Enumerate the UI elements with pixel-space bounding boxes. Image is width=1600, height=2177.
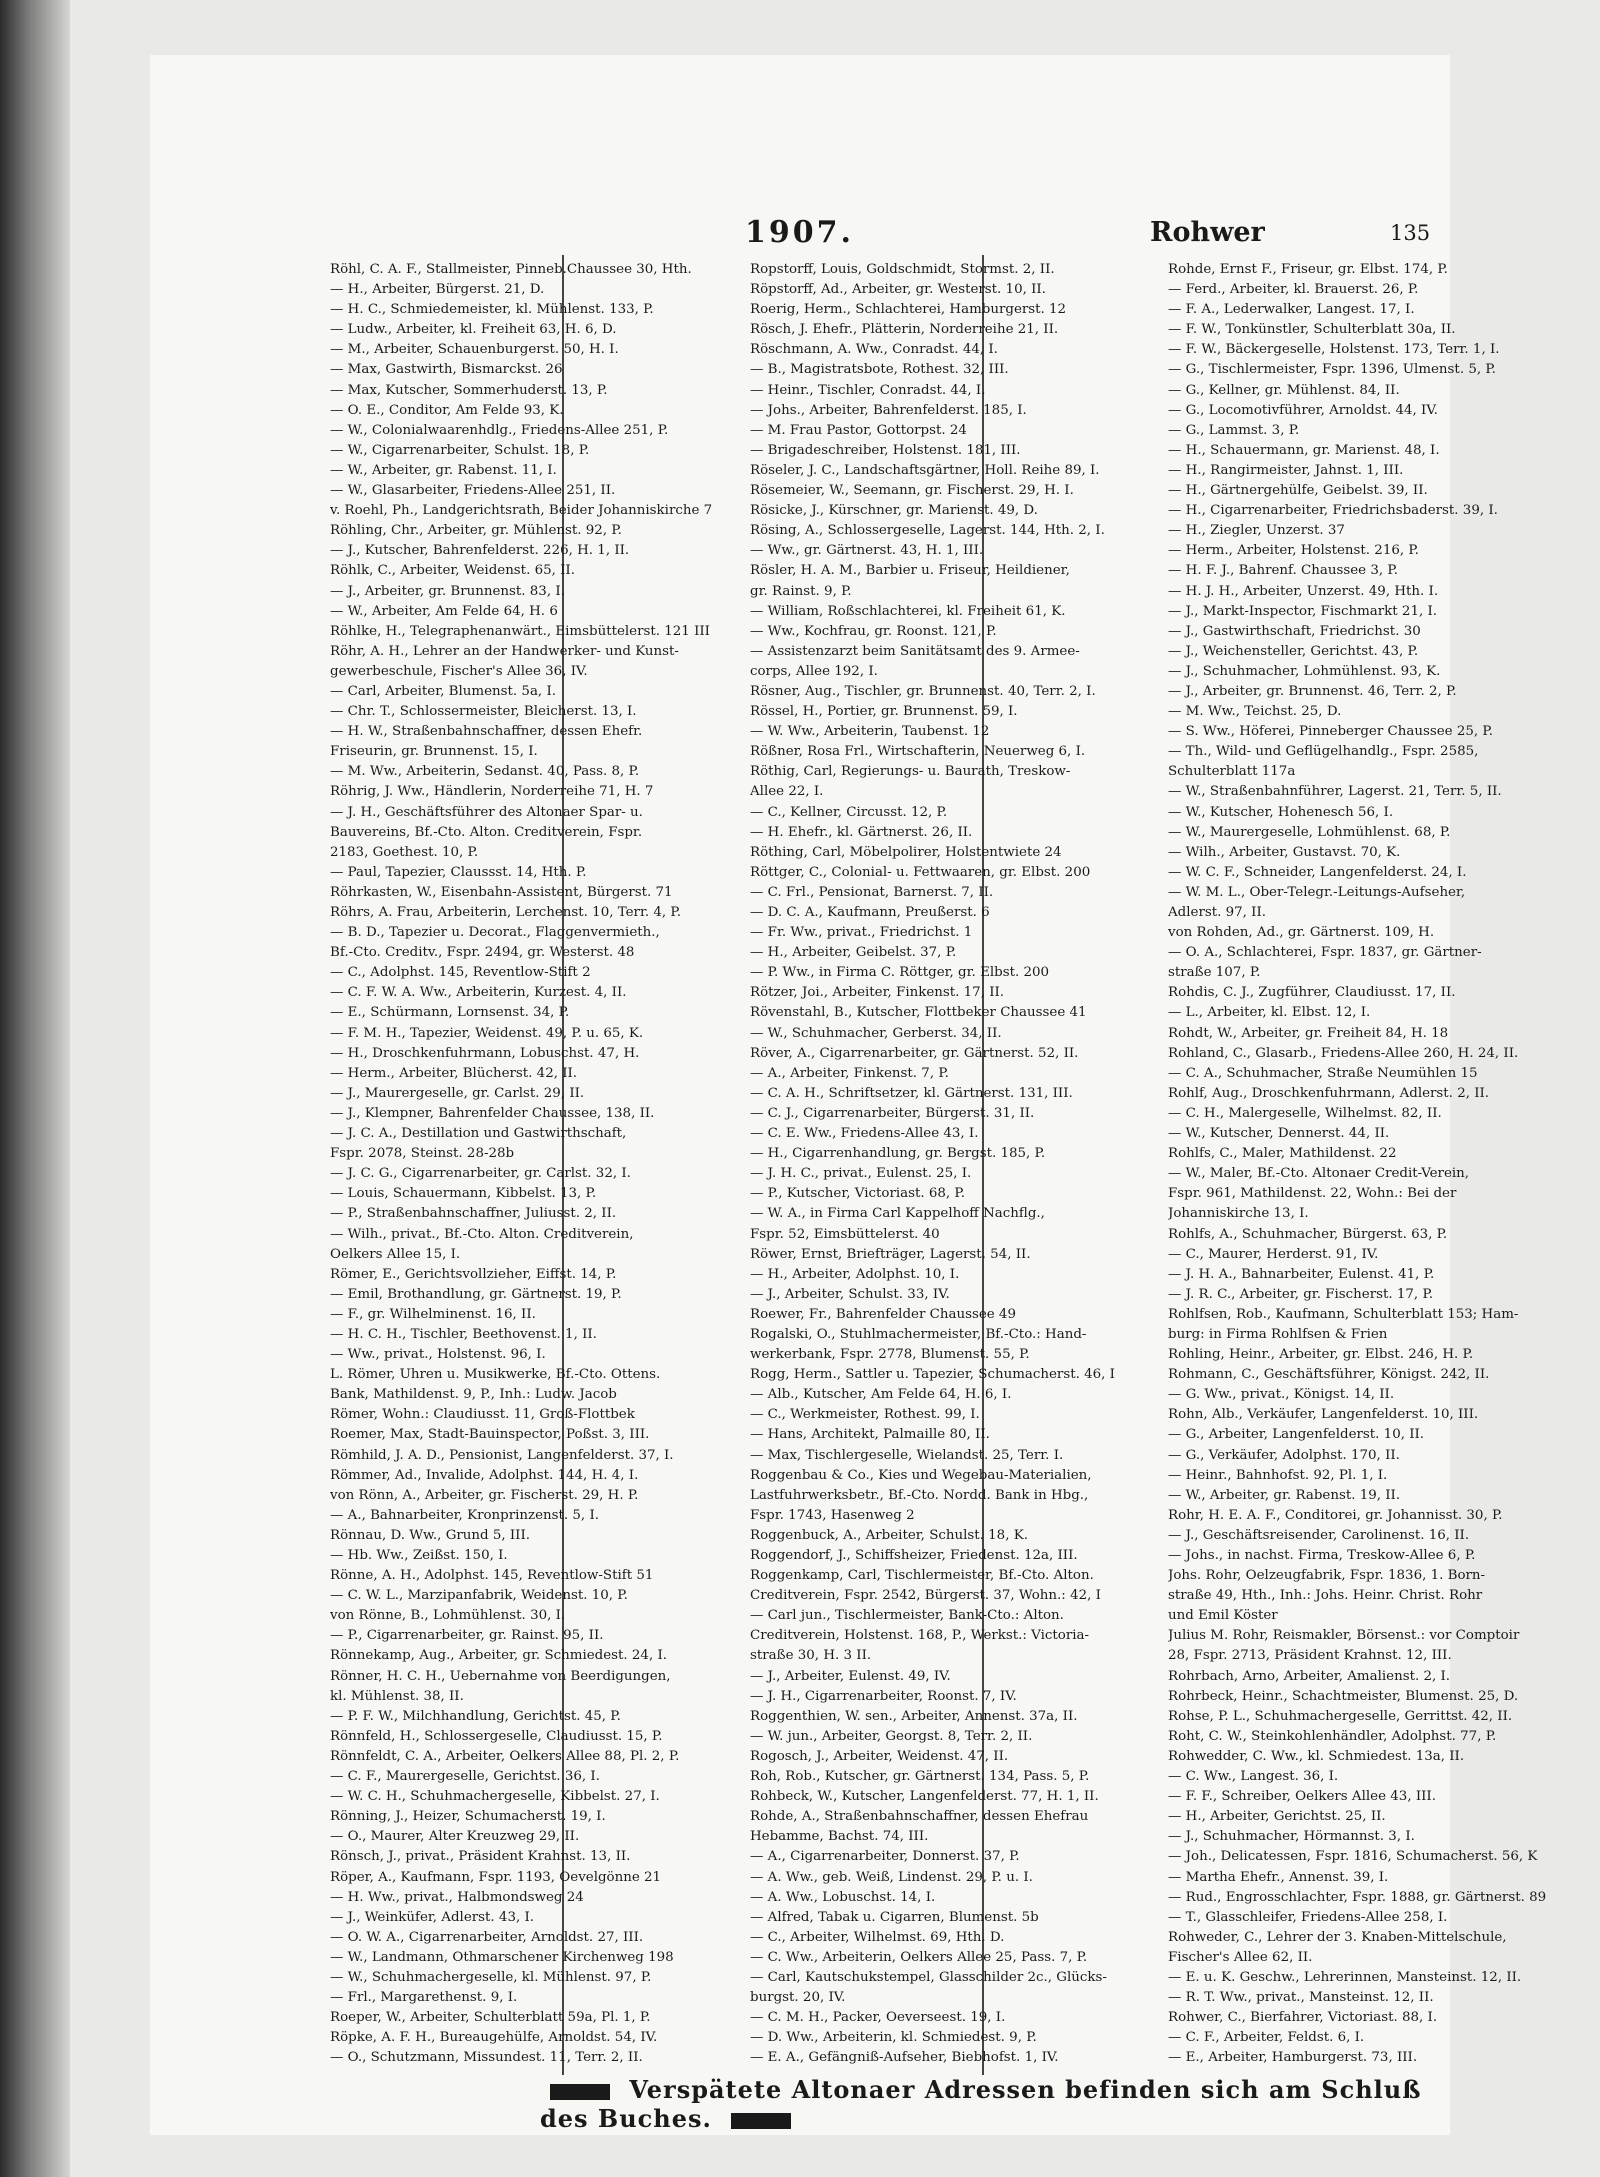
directory-entry: — W. C. H., Schuhmachergeselle, Kibbelst. 27, I.: [330, 1789, 660, 1805]
directory-entry: — C. F. W. A. Ww., Arbeiterin, Kurzest. 4, II.: [330, 985, 627, 1001]
directory-entry: Rössel, H., Portier, gr. Brunnenst. 59, I.: [750, 704, 1018, 720]
directory-entry: Roewer, Fr., Bahrenfelder Chaussee 49: [750, 1306, 1016, 1322]
directory-entry: Rohr, H. E. A. F., Conditorei, gr. Johannisst. 30, P.: [1168, 1507, 1503, 1523]
directory-entry: — W., Arbeiter, Am Felde 64, H. 6: [330, 603, 558, 619]
directory-entry: — W. A., in Firma Carl Kappelhoff Nachflg.,: [750, 1206, 1045, 1222]
directory-entry: Rohwer, C., Bierfahrer, Victoriast. 88, I.: [1168, 2010, 1438, 2026]
directory-entry: — Max, Gastwirth, Bismarckst. 26: [330, 362, 563, 378]
directory-entry: L. Römer, Uhren u. Musikwerke, Bf.-Cto. Ottens.: [330, 1367, 661, 1383]
directory-entry: Rohrbach, Arno, Arbeiter, Amalienst. 2, I.: [1168, 1668, 1451, 1684]
directory-entry: Lastfuhrwerksbetr., Bf.-Cto. Nordd. Bank in Hbg.,: [750, 1487, 1089, 1503]
directory-entry: Roh, Rob., Kutscher, gr. Gärtnerst. 134, Pass. 5, P.: [750, 1769, 1090, 1785]
directory-entry: Roggendorf, J., Schiffsheizer, Friedenst. 12a, III.: [750, 1548, 1078, 1563]
directory-entry: von Rohden, Ad., gr. Gärtnerst. 109, H.: [1168, 925, 1435, 941]
directory-entry: — M., Arbeiter, Schauenburgerst. 50, H. I.: [330, 342, 619, 358]
directory-entry: — Alfred, Tabak u. Cigarren, Blumenst. 5b: [750, 1909, 1039, 1925]
directory-entry: — G., Locomotivführer, Arnoldst. 44, IV.: [1168, 402, 1438, 418]
directory-entry: Rohweder, C., Lehrer der 3. Knaben-Mittelschule,: [1168, 1929, 1507, 1945]
directory-entry: — C. E. Ww., Friedens-Allee 43, I.: [750, 1126, 979, 1142]
running-head: Rohwer: [1150, 217, 1265, 248]
directory-entry: Röhrs, A. Frau, Arbeiterin, Lerchenst. 10, Terr. 4, P.: [330, 905, 681, 920]
directory-entry: — D. C. A., Kaufmann, Preußerst. 6: [750, 905, 990, 920]
directory-entry: — Ww., gr. Gärtnerst. 43, H. 1, III.: [750, 543, 984, 559]
directory-entry: 28, Fspr. 2713, Präsident Krahnst. 12, III.: [1168, 1648, 1452, 1664]
directory-entry: — H. Ww., privat., Halbmondsweg 24: [330, 1889, 584, 1905]
directory-entry: — A. Ww., Lobuschst. 14, I.: [750, 1889, 936, 1905]
directory-entry: — G., Lammst. 3, P.: [1168, 422, 1300, 438]
directory-entry: — Wilh., privat., Bf.-Cto. Alton. Creditverein,: [330, 1226, 634, 1242]
directory-entry: — Alb., Kutscher, Am Felde 64, H. 6, I.: [750, 1387, 1012, 1403]
directory-entry: — E. u. K. Geschw., Lehrerinnen, Mansteinst. 12, II.: [1168, 1969, 1522, 1985]
directory-entry: — W., Cigarrenarbeiter, Schulst. 18, P.: [330, 442, 590, 458]
directory-entry: — J., Gastwirthschaft, Friedrichst. 30: [1168, 623, 1421, 639]
directory-column-3: [1168, 260, 1568, 2068]
directory-entry: — C. Frl., Pensionat, Barnerst. 7, II.: [750, 884, 994, 900]
directory-entry: — C. M. H., Packer, Oeverseest. 19, I.: [750, 2010, 1006, 2026]
directory-entry: Johs. Rohr, Oelzeugfabrik, Fspr. 1836, 1. Born-: [1168, 1568, 1486, 1584]
footer-notice-text: Verspätete Altonaer Adressen befinden sich am Schluß des Buches.: [540, 2075, 1422, 2133]
directory-entry: — W., Colonialwaarenhdlg., Friedens-Allee 251, P.: [330, 422, 669, 438]
directory-entry: — W., Kutscher, Hohenesch 56, I.: [1168, 804, 1394, 820]
directory-entry: Röhr, A. H., Lehrer an der Handwerker- und Kunst-: [330, 643, 679, 659]
directory-entry: Römmer, Ad., Invalide, Adolphst. 144, H. 4, I.: [330, 1467, 639, 1483]
directory-entry: — E., Arbeiter, Hamburgerst. 73, III.: [1168, 2050, 1418, 2066]
page-header: [150, 215, 1450, 255]
directory-entry: — C. Ww., Arbeiterin, Oelkers Allee 25, Pass. 7, P.: [750, 1949, 1088, 1965]
directory-entry: von Rönn, A., Arbeiter, gr. Fischerst. 29, H. P.: [330, 1487, 639, 1503]
directory-entry: — B. D., Tapezier u. Decorat., Flaggenvermieth.,: [330, 925, 660, 941]
directory-entry: — P., Cigarrenarbeiter, gr. Rainst. 95, II.: [330, 1628, 604, 1644]
directory-entry: Friseurin, gr. Brunnenst. 15, I.: [330, 744, 538, 760]
pointing-hand-icon: [731, 2113, 791, 2129]
directory-entry: Rohlfsen, Rob., Kaufmann, Schulterblatt 153; Ham-: [1168, 1306, 1519, 1322]
directory-entry: — Rud., Engrosschlachter, Fspr. 1888, gr. Gärtnerst. 89: [1168, 1889, 1547, 1905]
directory-entry: gr. Rainst. 9, P.: [750, 583, 852, 599]
directory-entry: v. Roehl, Ph., Landgerichtsrath, Beider Johanniskirche 7: [330, 503, 713, 519]
directory-entry: — Johs., Arbeiter, Bahrenfelderst. 185, I.: [750, 402, 1027, 418]
directory-entry: — C. F., Maurergeselle, Gerichtst. 36, I.: [330, 1769, 600, 1785]
directory-entry: — J. C. G., Cigarrenarbeiter, gr. Carlst. 32, I.: [330, 1166, 631, 1182]
directory-entry: Rösing, A., Schlossergeselle, Lagerst. 144, Hth. 2, I.: [750, 523, 1105, 539]
directory-entry: straße 30, H. 3 II.: [750, 1648, 872, 1664]
directory-entry: Allee 22, I.: [750, 784, 824, 800]
directory-entry: — R. T. Ww., privat., Mansteinst. 12, II.: [1168, 1990, 1434, 2006]
directory-entry: Adlerst. 97, II.: [1168, 905, 1267, 920]
directory-entry: Rösch, J. Ehefr., Plätterin, Norderreihe 21, II.: [750, 322, 1059, 338]
directory-entry: Fischer's Allee 62, II.: [1168, 1949, 1313, 1965]
directory-entry: — C., Maurer, Herderst. 91, IV.: [1168, 1246, 1379, 1262]
directory-entry: — Heinr., Tischler, Conradst. 44, I.: [750, 382, 986, 398]
directory-entry: — A., Cigarrenarbeiter, Donnerst. 37, P.: [750, 1849, 1020, 1865]
directory-entry: corps, Allee 192, I.: [750, 663, 878, 679]
directory-entry: Röwer, Ernst, Briefträger, Lagerst. 54, II.: [750, 1246, 1031, 1262]
directory-entry: burg: in Firma Rohlfsen & Frien: [1168, 1326, 1388, 1342]
directory-entry: Röhlke, H., Telegraphenanwärt., Eimsbüttelerst. 121 III: [330, 623, 710, 639]
directory-entry: Johanniskirche 13, I.: [1168, 1206, 1309, 1222]
directory-entry: gewerbeschule, Fischer's Allee 36, IV.: [330, 663, 588, 679]
directory-entry: — E. A., Gefängniß-Aufseher, Biebhofst. 1, IV.: [750, 2050, 1059, 2066]
directory-entry: Rogalski, O., Stuhlmachermeister, Bf.-Cto.: Hand-: [750, 1326, 1087, 1342]
directory-entry: — H. C., Schmiedemeister, kl. Mühlenst. 133, P.: [330, 302, 654, 318]
directory-entry: — Carl, Arbeiter, Blumenst. 5a, I.: [330, 683, 556, 699]
directory-entry: — Carl jun., Tischlermeister, Bank-Cto.: Alton.: [750, 1608, 1064, 1624]
directory-entry: — H. Ehefr., kl. Gärtnerst. 26, II.: [750, 824, 973, 840]
directory-entry: — Brigadeschreiber, Holstenst. 181, III.: [750, 442, 1021, 458]
directory-entry: — Emil, Brothandlung, gr. Gärtnerst. 19, P.: [330, 1286, 622, 1302]
directory-entry: Rönsch, J., privat., Präsident Krahnst. 13, II.: [330, 1849, 631, 1865]
directory-entry: Hebamme, Bachst. 74, III.: [750, 1829, 929, 1845]
directory-entry: — J., Schuhmacher, Hörmannst. 3, I.: [1168, 1829, 1415, 1845]
directory-entry: — J. H. A., Bahnarbeiter, Eulenst. 41, P.: [1168, 1266, 1435, 1282]
directory-entry: Rogg, Herm., Sattler u. Tapezier, Schumacherst. 46, I: [750, 1367, 1115, 1383]
directory-entry: Ropstorff, Louis, Goldschmidt, Stormst. 2, II.: [750, 262, 1055, 277]
directory-entry: — A., Arbeiter, Finkenst. 7, P.: [750, 1065, 949, 1081]
directory-entry: — L., Arbeiter, kl. Elbst. 12, I.: [1168, 1005, 1371, 1021]
directory-entry: — W., Schuhmachergeselle, kl. Mühlenst. 97, P.: [330, 1969, 652, 1985]
directory-entry: Bank, Mathildenst. 9, P., Inh.: Ludw. Jacob: [330, 1387, 617, 1403]
directory-entry: — H., Arbeiter, Adolphst. 10, I.: [750, 1266, 960, 1282]
directory-entry: — A. Ww., geb. Weiß, Lindenst. 29, P. u. I.: [750, 1869, 1033, 1885]
directory-entry: — F. M. H., Tapezier, Weidenst. 49, P. u. 65, K.: [330, 1025, 644, 1041]
directory-entry: — J., Geschäftsreisender, Carolinenst. 16, II.: [1168, 1527, 1470, 1543]
directory-entry: — C., Kellner, Circusst. 12, P.: [750, 804, 948, 820]
directory-entry: — M. Frau Pastor, Gottorpst. 24: [750, 422, 967, 438]
directory-entry: — C. Ww., Langest. 36, I.: [1168, 1769, 1339, 1785]
directory-entry: Rohland, C., Glasarb., Friedens-Allee 260, H. 24, II.: [1168, 1045, 1519, 1061]
directory-entry: — C. J., Cigarrenarbeiter, Bürgerst. 31, II.: [750, 1105, 1035, 1121]
directory-entry: Röthig, Carl, Regierungs- u. Baurath, Treskow-: [750, 764, 1071, 780]
directory-entry: Fspr. 2078, Steinst. 28-28b: [330, 1146, 515, 1162]
directory-entry: Röpstorff, Ad., Arbeiter, gr. Westerst. 10, II.: [750, 282, 1046, 298]
directory-entry: — J. H., Geschäftsführer des Altonaer Spar- u.: [330, 804, 643, 820]
directory-entry: — W., Arbeiter, gr. Rabenst. 19, II.: [1168, 1487, 1401, 1503]
directory-entry: — J., Maurergeselle, gr. Carlst. 29, II.: [330, 1085, 585, 1101]
directory-entry: — Carl, Kautschukstempel, Glasschilder 2c., Glücks-: [750, 1969, 1107, 1985]
directory-entry: werkerbank, Fspr. 2778, Blumenst. 55, P.: [750, 1347, 1030, 1363]
directory-entry: — H. C. H., Tischler, Beethovenst. 1, II.: [330, 1326, 597, 1342]
directory-entry: — C. A. H., Schriftsetzer, kl. Gärtnerst. 131, III.: [750, 1085, 1073, 1101]
directory-entry: — W., Landmann, Othmarschener Kirchenweg 198: [330, 1949, 674, 1965]
directory-entry: — Ferd., Arbeiter, kl. Brauerst. 26, P.: [1168, 282, 1419, 298]
directory-entry: — W., Maurergeselle, Lohmühlenst. 68, P.: [1168, 824, 1451, 840]
directory-column-2: [750, 260, 1150, 2068]
directory-entry: Rohn, Alb., Verkäufer, Langenfelderst. 10, III.: [1168, 1407, 1479, 1423]
directory-entry: straße 49, Hth., Inh.: Johs. Heinr. Christ. Rohr: [1168, 1588, 1483, 1604]
directory-entry: — Louis, Schauermann, Kibbelst. 13, P.: [330, 1186, 597, 1202]
directory-entry: — J., Arbeiter, gr. Brunnenst. 46, Terr. 2, P.: [1168, 683, 1457, 699]
directory-entry: — Max, Kutscher, Sommerhuderst. 13, P.: [330, 382, 608, 398]
directory-entry: Rohling, Heinr., Arbeiter, gr. Elbst. 246, H. P.: [1168, 1347, 1474, 1363]
directory-entry: — Johs., in nachst. Firma, Treskow-Allee 6, P.: [1168, 1548, 1476, 1563]
directory-entry: Creditverein, Fspr. 2542, Bürgerst. 37, Wohn.: 42, I: [750, 1588, 1101, 1604]
directory-entry: — J. H., Cigarrenarbeiter, Roonst. 7, IV.: [750, 1688, 1017, 1704]
directory-entry: — Assistenzarzt beim Sanitätsamt des 9. Armee-: [750, 643, 1080, 659]
directory-entry: — B., Magistratsbote, Rothest. 32, III.: [750, 362, 1009, 378]
directory-entry: Rohbeck, W., Kutscher, Langenfelderst. 77, H. 1, II.: [750, 1789, 1099, 1805]
directory-entry: — J., Kutscher, Bahrenfelderst. 226, H. 1, II.: [330, 543, 630, 559]
directory-entry: — Ww., privat., Holstenst. 96, I.: [330, 1347, 546, 1363]
directory-entry: — William, Roßschlachterei, kl. Freiheit 61, K.: [750, 603, 1066, 619]
directory-entry: Röhlk, C., Arbeiter, Weidenst. 65, II.: [330, 563, 575, 579]
directory-entry: Rönne, A. H., Adolphst. 145, Reventlow-Stift 51: [330, 1568, 654, 1584]
directory-entry: Röver, A., Cigarrenarbeiter, gr. Gärtnerst. 52, II.: [750, 1045, 1079, 1061]
directory-entry: Rohmann, C., Geschäftsführer, Königst. 242, II.: [1168, 1367, 1490, 1383]
directory-entry: — H., Schauermann, gr. Marienst. 48, I.: [1168, 442, 1440, 458]
directory-entry: — P. Ww., in Firma C. Röttger, gr. Elbst. 200: [750, 965, 1050, 981]
directory-entry: — W., Glasarbeiter, Friedens-Allee 251, II.: [330, 483, 616, 499]
directory-entry: — J., Markt-Inspector, Fischmarkt 21, I.: [1168, 603, 1438, 619]
directory-entry: — M. Ww., Teichst. 25, D.: [1168, 704, 1342, 720]
directory-entry: Rönnau, D. Ww., Grund 5, III.: [330, 1527, 531, 1543]
directory-entry: Roemer, Max, Stadt-Bauinspector, Poßst. 3, III.: [330, 1427, 650, 1443]
directory-page: [150, 55, 1547, 2135]
directory-entry: — H., Arbeiter, Bürgerst. 21, D.: [330, 282, 545, 298]
directory-entry: — G., Arbeiter, Langenfelderst. 10, II.: [1168, 1427, 1425, 1443]
directory-entry: — G., Verkäufer, Adolphst. 170, II.: [1168, 1447, 1400, 1463]
directory-entry: — H., Rangirmeister, Jahnst. 1, III.: [1168, 462, 1404, 478]
directory-entry: Roeper, W., Arbeiter, Schulterblatt 59a, Pl. 1, P.: [330, 2010, 651, 2026]
page-number: 135: [1390, 221, 1431, 245]
directory-entry: Rohdt, W., Arbeiter, gr. Freiheit 84, H. 18: [1168, 1025, 1449, 1041]
directory-entry: burgst. 20, IV.: [750, 1990, 846, 2006]
directory-entry: — H., Ziegler, Unzerst. 37: [1168, 523, 1345, 539]
footer-notice: [540, 2075, 1450, 2133]
directory-entry: — Heinr., Bahnhofst. 92, Pl. 1, I.: [1168, 1467, 1388, 1483]
directory-entry: Röseler, J. C., Landschaftsgärtner, Holl. Reihe 89, I.: [750, 462, 1100, 478]
directory-entry: — Hb. Ww., Zeißst. 150, I.: [330, 1548, 508, 1563]
directory-entry: 2183, Goethest. 10, P.: [330, 844, 479, 860]
directory-entry: — G. Ww., privat., Königst. 14, II.: [1168, 1387, 1395, 1403]
directory-entry: Bf.-Cto. Creditv., Fspr. 2494, gr. Westerst. 48: [330, 945, 635, 961]
directory-entry: Röhrig, J. Ww., Händlerin, Norderreihe 71, H. 7: [330, 784, 654, 800]
directory-entry: Rohde, A., Straßenbahnschaffner, dessen Ehefrau: [750, 1809, 1089, 1825]
directory-entry: — Hans, Architekt, Palmaille 80, II.: [750, 1427, 990, 1443]
directory-entry: — H. W., Straßenbahnschaffner, dessen Ehefr.: [330, 724, 643, 740]
directory-column-1: [330, 260, 730, 2068]
directory-entry: — Ww., Kochfrau, gr. Roonst. 121, P.: [750, 623, 997, 639]
directory-entry: Römer, Wohn.: Claudiusst. 11, Groß-Flottbek: [330, 1407, 635, 1423]
directory-entry: Rönner, H. C. H., Uebernahme von Beerdigungen,: [330, 1668, 671, 1684]
directory-entry: — O. A., Schlachterei, Fspr. 1837, gr. Gärtner-: [1168, 945, 1482, 961]
directory-entry: Rößner, Rosa Frl., Wirtschafterin, Neuerweg 6, I.: [750, 744, 1086, 760]
directory-entry: — O., Schutzmann, Missundest. 11, Terr. 2, II.: [330, 2050, 643, 2066]
directory-entry: — Max, Tischlergeselle, Wielandst. 25, Terr. I.: [750, 1447, 1064, 1463]
directory-entry: Röhl, C. A. F., Stallmeister, Pinneb.Chaussee 30, Hth.: [330, 262, 692, 277]
directory-entry: — D. Ww., Arbeiterin, kl. Schmiedest. 9, P.: [750, 2030, 1037, 2046]
directory-entry: — H., Arbeiter, Gerichtst. 25, II.: [1168, 1809, 1386, 1825]
directory-entry: — W., Arbeiter, gr. Rabenst. 11, I.: [330, 462, 557, 478]
directory-entry: Röpke, A. F. H., Bureaugehülfe, Arnoldst. 54, IV.: [330, 2030, 658, 2046]
directory-entry: Bauvereins, Bf.-Cto. Alton. Creditverein, Fspr.: [330, 824, 643, 840]
directory-entry: Rösler, H. A. M., Barbier u. Friseur, Heildiener,: [750, 563, 1070, 579]
directory-entry: — J., Schuhmacher, Lohmühlenst. 93, K.: [1168, 663, 1441, 679]
directory-entry: — Herm., Arbeiter, Blücherst. 42, II.: [330, 1065, 578, 1081]
directory-entry: Oelkers Allee 15, I.: [330, 1246, 461, 1262]
directory-entry: — W. C. F., Schneider, Langenfelderst. 24, I.: [1168, 864, 1467, 880]
page-year: 1907.: [745, 215, 854, 250]
directory-entry: — J., Weichensteller, Gerichtst. 43, P.: [1168, 643, 1419, 659]
directory-entry: Roerig, Herm., Schlachterei, Hamburgerst. 12: [750, 302, 1067, 318]
directory-entry: Roggenkamp, Carl, Tischlermeister, Bf.-Cto. Alton.: [750, 1568, 1094, 1584]
directory-entry: Rogosch, J., Arbeiter, Weidenst. 47, II.: [750, 1748, 1009, 1764]
directory-entry: Röper, A., Kaufmann, Fspr. 1193, Oevelgönne 21: [330, 1869, 662, 1885]
directory-entry: Rötzer, Joi., Arbeiter, Finkenst. 17, II.: [750, 985, 1005, 1001]
directory-entry: — W., Straßenbahnführer, Lagerst. 21, Terr. 5, II.: [1168, 784, 1502, 800]
directory-entry: Rönning, J., Heizer, Schumacherst. 19, I.: [330, 1809, 606, 1825]
directory-entry: — J., Weinküfer, Adlerst. 43, I.: [330, 1909, 535, 1925]
scan-edge-shadow: [0, 0, 70, 2177]
directory-entry: Rönnfeldt, C. A., Arbeiter, Oelkers Allee 88, Pl. 2, P.: [330, 1748, 680, 1764]
directory-entry: — J. H. C., privat., Eulenst. 25, I.: [750, 1166, 972, 1182]
directory-entry: Rohwedder, C. Ww., kl. Schmiedest. 13a, II.: [1168, 1748, 1465, 1764]
directory-entry: — Joh., Delicatessen, Fspr. 1816, Schumacherst. 56, K: [1168, 1849, 1538, 1865]
directory-entry: Fspr. 52, Eimsbüttelerst. 40: [750, 1226, 940, 1242]
directory-entry: Rönnekamp, Aug., Arbeiter, gr. Schmiedest. 24, I.: [330, 1648, 668, 1664]
directory-entry: — C., Werkmeister, Rothest. 99, I.: [750, 1407, 980, 1423]
directory-entry: Rösicke, J., Kürschner, gr. Marienst. 49, D.: [750, 503, 1038, 519]
directory-entry: Rövenstahl, B., Kutscher, Flottbeker Chaussee 41: [750, 1005, 1087, 1021]
directory-entry: — H., Droschkenfuhrmann, Lobuschst. 47, H.: [330, 1045, 640, 1061]
directory-entry: — P., Kutscher, Victoriast. 68, P.: [750, 1186, 965, 1202]
directory-entry: Roggenthien, W. sen., Arbeiter, Annenst. 37a, II.: [750, 1708, 1078, 1724]
directory-entry: — S. Ww., Höferei, Pinneberger Chaussee 25, P.: [1168, 724, 1493, 740]
directory-entry: straße 107, P.: [1168, 965, 1261, 981]
directory-entry: Römer, E., Gerichtsvollzieher, Eiffst. 14, P.: [330, 1266, 617, 1282]
directory-entry: — C., Arbeiter, Wilhelmst. 69, Hth. D.: [750, 1929, 1005, 1945]
directory-entry: — Wilh., Arbeiter, Gustavst. 70, K.: [1168, 844, 1401, 860]
directory-entry: — P., Straßenbahnschaffner, Juliusst. 2, II.: [330, 1206, 617, 1222]
directory-entry: — Ludw., Arbeiter, kl. Freiheit 63, H. 6, D.: [330, 322, 617, 338]
directory-entry: Schulterblatt 117a: [1168, 764, 1296, 780]
directory-entry: Rönnfeld, H., Schlossergeselle, Claudiusst. 15, P.: [330, 1728, 663, 1744]
directory-entry: Rohlf, Aug., Droschkenfuhrmann, Adlerst. 2, II.: [1168, 1085, 1490, 1101]
directory-entry: — Martha Ehefr., Annenst. 39, I.: [1168, 1869, 1389, 1885]
directory-entry: — C. H., Malergeselle, Wilhelmst. 82, II.: [1168, 1105, 1442, 1121]
directory-entry: — C. W. L., Marzipanfabrik, Weidenst. 10, P.: [330, 1588, 628, 1604]
directory-entry: — H. F. J., Bahrenf. Chaussee 3, P.: [1168, 563, 1398, 579]
directory-entry: — H. J. H., Arbeiter, Unzerst. 49, Hth. I.: [1168, 583, 1439, 599]
directory-entry: Rohlfs, A., Schuhmacher, Bürgerst. 63, P.: [1168, 1226, 1448, 1242]
directory-entry: und Emil Köster: [1168, 1608, 1278, 1624]
directory-entry: — W., Kutscher, Dennerst. 44, II.: [1168, 1126, 1390, 1142]
directory-entry: Röschmann, A. Ww., Conradst. 44, I.: [750, 342, 998, 358]
directory-entry: Creditverein, Holstenst. 168, P., Werkst.: Victoria-: [750, 1628, 1090, 1644]
directory-entry: Röttger, C., Colonial- u. Fettwaaren, gr. Elbst. 200: [750, 864, 1091, 880]
directory-entry: — Th., Wild- und Geflügelhandlg., Fspr. 2585,: [1168, 744, 1479, 760]
directory-entry: Rösemeier, W., Seemann, gr. Fischerst. 29, H. I.: [750, 483, 1074, 499]
directory-entry: — H., Arbeiter, Geibelst. 37, P.: [750, 945, 957, 961]
directory-entry: — F. W., Tonkünstler, Schulterblatt 30a, II.: [1168, 322, 1456, 338]
directory-entry: — M. Ww., Arbeiterin, Sedanst. 40, Pass. 8, P.: [330, 764, 640, 780]
directory-entry: — Fr. Ww., privat., Friedrichst. 1: [750, 925, 973, 941]
directory-entry: — A., Bahnarbeiter, Kronprinzenst. 5, I.: [330, 1507, 599, 1523]
directory-entry: — J. R. C., Arbeiter, gr. Fischerst. 17, P.: [1168, 1286, 1433, 1302]
directory-entry: — J., Klempner, Bahrenfelder Chaussee, 138, II.: [330, 1105, 655, 1121]
directory-entry: — F. A., Lederwalker, Langest. 17, I.: [1168, 302, 1415, 318]
directory-entry: Röthing, Carl, Möbelpolirer, Holstentwiete 24: [750, 844, 1062, 860]
directory-entry: — Frl., Margarethenst. 9, I.: [330, 1990, 518, 2006]
directory-entry: — W., Maler, Bf.-Cto. Altonaer Credit-Verein,: [1168, 1166, 1470, 1182]
directory-entry: — H., Cigarrenhandlung, gr. Bergst. 185, P.: [750, 1146, 1046, 1162]
directory-entry: — W., Schuhmacher, Gerberst. 34, II.: [750, 1025, 1002, 1041]
directory-entry: — F. F., Schreiber, Oelkers Allee 43, III.: [1168, 1789, 1436, 1805]
directory-entry: — Paul, Tapezier, Claussst. 14, Hth. P.: [330, 864, 587, 880]
directory-entry: Rohde, Ernst F., Friseur, gr. Elbst. 174, P.: [1168, 262, 1448, 277]
directory-entry: — J. C. A., Destillation und Gastwirthschaft,: [330, 1126, 627, 1142]
directory-entry: — G., Tischlermeister, Fspr. 1396, Ulmenst. 5, P.: [1168, 362, 1496, 378]
directory-entry: — O. W. A., Cigarrenarbeiter, Arnoldst. 27, III.: [330, 1929, 644, 1945]
pointing-hand-icon: [550, 2084, 610, 2100]
directory-entry: — T., Glasschleifer, Friedens-Allee 258, I.: [1168, 1909, 1448, 1925]
directory-entry: — H., Cigarrenarbeiter, Friedrichsbaderst. 39, I.: [1168, 503, 1498, 519]
directory-entry: von Rönne, B., Lohmühlenst. 30, I.: [330, 1608, 566, 1624]
directory-entry: — Chr. T., Schlossermeister, Bleicherst. 13, I.: [330, 704, 637, 720]
directory-entry: — O. E., Conditor, Am Felde 93, K.: [330, 402, 564, 418]
directory-entry: — W. jun., Arbeiter, Georgst. 8, Terr. 2, II.: [750, 1728, 1033, 1744]
directory-entry: — G., Kellner, gr. Mühlenst. 84, II.: [1168, 382, 1400, 398]
directory-entry: Rösner, Aug., Tischler, gr. Brunnenst. 40, Terr. 2, I.: [750, 683, 1096, 699]
directory-entry: Römhild, J. A. D., Pensionist, Langenfelderst. 37, I.: [330, 1447, 674, 1463]
directory-entry: Roht, C. W., Steinkohlenhändler, Adolphst. 77, P.: [1168, 1728, 1497, 1744]
directory-entry: Roggenbuck, A., Arbeiter, Schulst. 18, K.: [750, 1527, 1028, 1543]
directory-entry: Rohse, P. L., Schuhmachergeselle, Gerrittst. 42, II.: [1168, 1708, 1513, 1724]
directory-entry: Röhrkasten, W., Eisenbahn-Assistent, Bürgerst. 71: [330, 884, 673, 900]
directory-entry: Rohrbeck, Heinr., Schachtmeister, Blumenst. 25, D.: [1168, 1688, 1519, 1704]
directory-entry: — C. F., Arbeiter, Feldst. 6, I.: [1168, 2030, 1365, 2046]
directory-entry: Rohdis, C. J., Zugführer, Claudiusst. 17, II.: [1168, 985, 1456, 1001]
directory-entry: Fspr. 961, Mathildenst. 22, Wohn.: Bei der: [1168, 1186, 1457, 1202]
directory-entry: — J., Arbeiter, gr. Brunnenst. 83, I.: [330, 583, 565, 599]
directory-entry: — C. A., Schuhmacher, Straße Neumühlen 15: [1168, 1065, 1478, 1081]
directory-entry: Röhling, Chr., Arbeiter, gr. Mühlenst. 92, P.: [330, 523, 622, 539]
directory-entry: — Herm., Arbeiter, Holstenst. 216, P.: [1168, 543, 1419, 559]
directory-entry: Julius M. Rohr, Reismakler, Börsenst.: vor Comptoir: [1168, 1628, 1520, 1644]
directory-entry: kl. Mühlenst. 38, II.: [330, 1688, 464, 1704]
directory-entry: — O., Maurer, Alter Kreuzweg 29, II.: [330, 1829, 580, 1845]
directory-entry: Rohlfs, C., Maler, Mathildenst. 22: [1168, 1146, 1397, 1162]
directory-entry: — F. W., Bäckergeselle, Holstenst. 173, Terr. 1, I.: [1168, 342, 1500, 358]
directory-entry: Roggenbau & Co., Kies und Wegebau-Materialien,: [750, 1467, 1092, 1483]
directory-entry: Fspr. 1743, Hasenweg 2: [750, 1507, 915, 1523]
directory-entry: — F., gr. Wilhelminenst. 16, II.: [330, 1306, 536, 1322]
directory-entry: — C., Adolphst. 145, Reventlow-Stift 2: [330, 965, 591, 981]
directory-entry: — P. F. W., Milchhandlung, Gerichtst. 45, P.: [330, 1708, 621, 1724]
directory-entry: — E., Schürmann, Lornsenst. 34, P.: [330, 1005, 570, 1021]
directory-entry: — J., Arbeiter, Eulenst. 49, IV.: [750, 1668, 951, 1684]
directory-entry: — W. Ww., Arbeiterin, Taubenst. 12: [750, 724, 990, 740]
directory-entry: — W. M. L., Ober-Telegr.-Leitungs-Aufseher,: [1168, 884, 1466, 900]
directory-entry: — H., Gärtnergehülfe, Geibelst. 39, II.: [1168, 483, 1428, 499]
directory-entry: — J., Arbeiter, Schulst. 33, IV.: [750, 1286, 950, 1302]
